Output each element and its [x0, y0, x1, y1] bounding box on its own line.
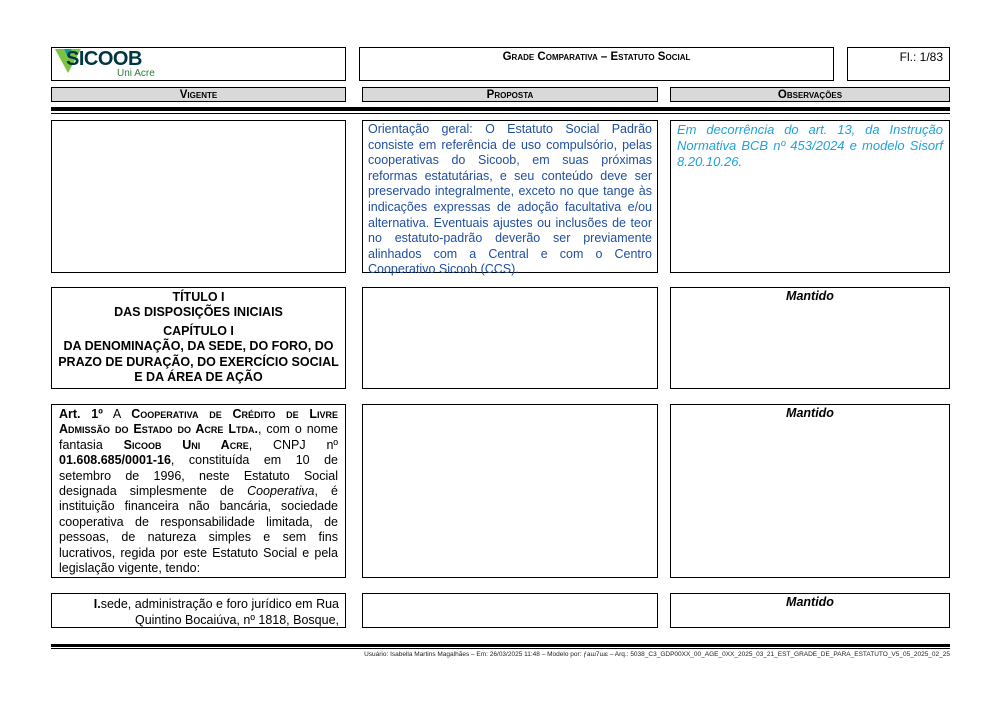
row4-observacao-cell: Mantido: [670, 593, 950, 628]
row2-vigente-cell: [51, 287, 346, 389]
cooperative-name: Cooperativa de Crédito de Livre Admissão do Estado do Acre Ltda.: [59, 407, 338, 437]
trade-name: Sicoob Uni Acre: [123, 437, 249, 452]
logo-subtitle: Uni Acre: [117, 68, 155, 79]
page-number: Fl.: 1/83: [847, 47, 950, 81]
article-label: Art. 1º: [59, 407, 103, 421]
row4-vigente-cell: [51, 593, 346, 628]
item-text: sede, administração e foro jurídico em Rua Quintino Bocaiúva, nº 1818, Bosque,: [100, 597, 339, 627]
capitulo-heading: CAPÍTULO I: [163, 323, 234, 338]
header-rule-thin: [51, 113, 950, 114]
row3-vigente-cell: [51, 404, 346, 578]
article-text: , CNPJ nº: [248, 437, 338, 452]
row4-proposta-cell: [362, 593, 658, 628]
item-label: I.: [93, 597, 101, 611]
cnpj-number: 01.608.685/0001-16: [59, 453, 171, 468]
row2-observacao-cell: Mantido: [670, 287, 950, 389]
row1-vigente-cell: [51, 120, 346, 273]
logo-name: SICOOB: [66, 48, 142, 70]
article-text: , é instituição financeira não bancária, sociedade cooperativa de responsabilidade limitada, de pessoas, de natureza simples e sem fins lucrativos, regida por este Estatuto Social e pela legislação vigente, tendo:: [59, 484, 339, 576]
titulo-subheading: DAS DISPOSIÇÕES INICIAIS: [114, 305, 283, 320]
row3-observacao-cell: Mantido: [670, 404, 950, 578]
column-header-proposta: Proposta: [362, 87, 658, 102]
titulo-heading: TÍTULO I: [172, 290, 225, 304]
capitulo-subheading: DA DENOMINAÇÃO, DA SEDE, DO FORO, DO PRAZO DE DURAÇÃO, DO EXERCÍCIO SOCIAL E DA ÁREA DE AÇÃO: [58, 339, 339, 385]
document-title: Grade Comparativa – Estatuto Social: [359, 47, 834, 81]
row3-proposta-cell: [362, 404, 658, 578]
column-header-vigente: Vigente: [51, 87, 346, 102]
article-text: , com o nome fantasia: [59, 422, 339, 452]
row1-observacao-cell: Em decorrência do art. 13, da Instrução Normativa BCB nº 453/2024 e modelo Sisorf 8.20.10.26.: [670, 120, 950, 273]
footer-rule-thick: [51, 644, 950, 647]
row2-proposta-cell: [362, 287, 658, 389]
article-text: A: [112, 407, 121, 421]
footer-rule-thin: [51, 648, 950, 649]
cooperativa-term: Cooperativa: [247, 484, 315, 499]
header-rule-thick: [51, 107, 950, 111]
column-header-observacoes: Observações: [670, 87, 950, 102]
footer-metadata: Usuário: Isabella Martins Magalhães – Em: 26/03/2025 11:48 – Modelo por: ƒaɯ7ɯɛ – Arq.: 5038_C3_GDP00XX_00_AGE_0XX_2025_03_21_EST_GRADE_DE_PARA_ESTATUTO_V5_05_2025_02_25: [364, 651, 950, 658]
row1-proposta-cell: Orientação geral: O Estatuto Social Padrão consiste em referência de uso compulsório, pelas cooperativas do Sicoob, em suas próximas reformas estatutárias, e seu conteúdo deve ser preservado integralmente, exceto no que tange às indicações expressas de adoção facultativa e/ou alternativa. Eventuais ajustes ou inclusões de teor no estatuto-padrão deverão ser previamente alinhados com a Central e com o Centro Cooperativo Sicoob (CCS).: [362, 120, 658, 273]
article-text: , constituída em 10 de setembro de 1996, neste Estatuto Social designada simplesmente de: [59, 453, 338, 499]
